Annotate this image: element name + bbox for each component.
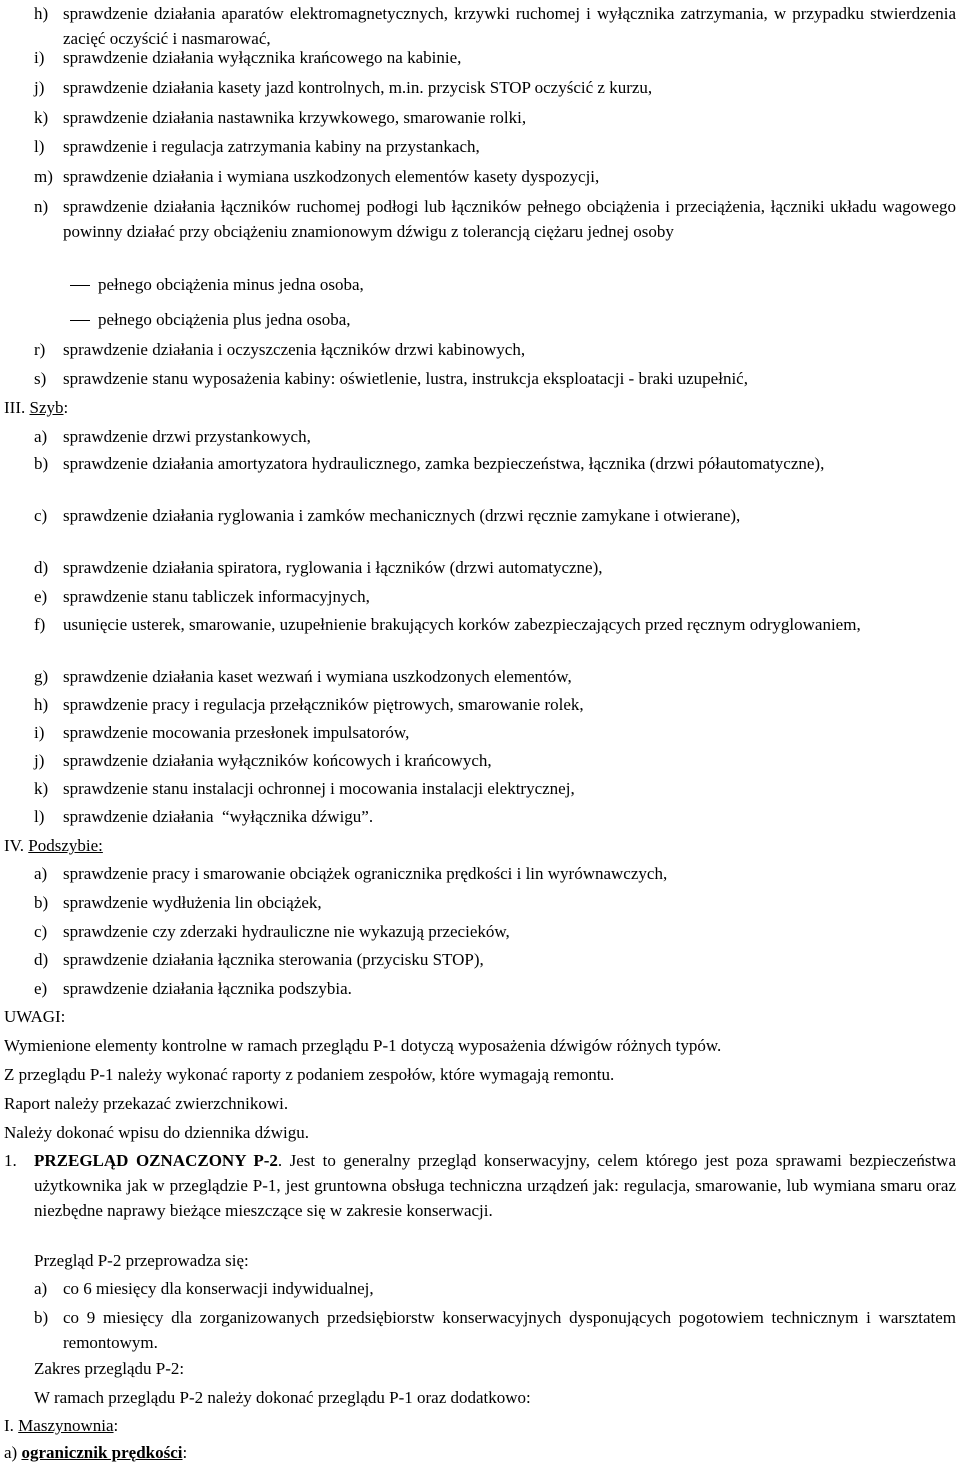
item-text: co 9 miesięcy dla zorganizowanych przedsiębiorstw konserwacyjnych dysponujących pogotowiem technicznym i warsztatem remontowym. <box>63 1308 956 1352</box>
section-heading-maszynownia <box>4 1413 954 1438</box>
section-suffix: : <box>63 398 69 417</box>
item-label: h) <box>34 695 49 714</box>
item-label: e) <box>34 587 48 606</box>
list-item <box>34 366 956 391</box>
item-text: co 6 miesięcy dla konserwacji indywidualnej, <box>63 1279 374 1298</box>
paragraph-body: . Jest to generalny przegląd konserwacyjny, celem którego jest poza sprawami bezpieczeństwa użytkownika jak w przeglądzie P-1, jest gruntowna obsługa techniczna urządzeń jak: regulacja, smarowanie, lub wymiana smaru oraz niezbędne naprawy bieżące mieszczące się w zakresie konserwacji. <box>34 1151 956 1220</box>
list-item <box>34 337 956 362</box>
p2-intro: Przegląd P-2 przeprowadza się: <box>34 1251 249 1270</box>
item-text: sprawdzenie i regulacja zatrzymania kabiny na przystankach, <box>63 137 480 156</box>
dash-mark <box>70 320 90 321</box>
item-label: e) <box>34 979 48 998</box>
item-label: f) <box>34 615 46 634</box>
item-label: a) <box>4 1443 18 1462</box>
item-text: sprawdzenie działania i wymiana uszkodzonych elementów kasety dyspozycji, <box>63 167 600 186</box>
item-label: b) <box>34 1308 49 1327</box>
list-item <box>34 75 956 100</box>
sub-heading <box>4 1440 954 1465</box>
note-line: Raport należy przekazać zwierzchnikowi. <box>4 1094 289 1113</box>
item-label: d) <box>34 950 49 969</box>
item-label: j) <box>34 78 45 97</box>
scope-text: W ramach przeglądu P-2 należy dokonać przeglądu P-1 oraz dodatkowo: <box>34 1388 531 1407</box>
list-item <box>34 555 956 580</box>
numbered-paragraph <box>4 1148 956 1223</box>
list-item <box>34 105 956 130</box>
item-label: l) <box>34 137 45 156</box>
list-item <box>34 194 956 244</box>
section-numeral: III. <box>4 398 26 417</box>
item-text: sprawdzenie pracy i smarowanie obciążek ogranicznika prędkości i lin wyrównawczych, <box>63 864 668 883</box>
item-label: d) <box>34 558 49 577</box>
item-label: n) <box>34 197 49 216</box>
section-heading-szyb <box>4 395 954 420</box>
item-text: sprawdzenie działania łącznika podszybia. <box>63 979 352 998</box>
item-label: g) <box>34 667 49 686</box>
item-text: sprawdzenie drzwi przystankowych, <box>63 427 311 446</box>
item-text: sprawdzenie stanu instalacji ochronnej i mocowania instalacji elektrycznej, <box>63 779 575 798</box>
notes-heading: UWAGI: <box>4 1007 66 1026</box>
section-suffix: : <box>113 1416 119 1435</box>
item-label: l) <box>34 807 45 826</box>
note-line: Wymienione elementy kontrolne w ramach przeglądu P-1 dotyczą wyposażenia dźwigów różnych typów. <box>4 1036 722 1055</box>
item-text: sprawdzenie pracy i regulacja przełączników piętrowych, smarowanie rolek, <box>63 695 584 714</box>
item-label: s) <box>34 369 47 388</box>
list-item <box>34 1305 956 1355</box>
dash-item <box>70 307 920 332</box>
list-item <box>34 919 956 944</box>
item-text: sprawdzenie mocowania przesłonek impulsatorów, <box>63 723 410 742</box>
list-item <box>34 776 956 801</box>
item-text: sprawdzenie działania łączników ruchomej podłogi lub łączników pełnego obciążenia i przeciążenia, łączniki układu wagowego powinny działać przy obciążeniu znamionowym dźwigu z tolerancją ciężaru jednej osoby <box>63 197 956 241</box>
section-numeral: IV. <box>4 836 24 855</box>
list-item <box>34 612 956 637</box>
paragraph-text <box>34 1148 956 1223</box>
note-line: Z przeglądu P-1 należy wykonać raporty z podaniem zespołów, które wymagają remontu. <box>4 1065 615 1084</box>
list-item <box>34 1 956 51</box>
list-item <box>34 45 956 70</box>
sub-heading-title: ogranicznik prędkości <box>21 1443 183 1462</box>
sub-heading-suffix: : <box>182 1443 188 1462</box>
item-text: sprawdzenie działania spiratora, ryglowania i łączników (drzwi automatyczne), <box>63 558 603 577</box>
section-numeral: I. <box>4 1416 14 1435</box>
list-item <box>34 424 956 449</box>
note-line: Należy dokonać wpisu do dziennika dźwigu. <box>4 1123 309 1142</box>
paragraph-number: 1. <box>4 1151 17 1170</box>
item-label: i) <box>34 48 45 67</box>
item-text: sprawdzenie działania amortyzatora hydraulicznego, zamka bezpieczeństwa, łącznika (drzwi półautomatyczne), <box>63 454 825 473</box>
item-label: k) <box>34 779 49 798</box>
dash-mark <box>70 285 90 286</box>
item-text: sprawdzenie stanu tabliczek informacyjnych, <box>63 587 370 606</box>
list-item <box>34 748 956 773</box>
item-text: sprawdzenie działania wyłącznika krańcowego na kabinie, <box>63 48 462 67</box>
item-text: sprawdzenie działania nastawnika krzywkowego, smarowanie rolki, <box>63 108 527 127</box>
dash-item <box>70 272 920 297</box>
item-label: j) <box>34 751 45 770</box>
item-label: a) <box>34 1279 48 1298</box>
section-title: Szyb <box>29 398 64 417</box>
list-item <box>34 890 956 915</box>
section-heading-podszybie <box>4 833 954 858</box>
item-label: b) <box>34 893 49 912</box>
item-text: sprawdzenie wydłużenia lin obciążek, <box>63 893 322 912</box>
item-text: sprawdzenie działania wyłączników końcowych i krańcowych, <box>63 751 492 770</box>
dash-text: pełnego obciążenia minus jedna osoba, <box>98 275 364 294</box>
list-item <box>34 664 956 689</box>
section-title: Podszybie: <box>28 836 103 855</box>
item-label: h) <box>34 4 49 23</box>
item-label: a) <box>34 864 48 883</box>
item-text: sprawdzenie działania łącznika sterowania (przycisku STOP), <box>63 950 484 969</box>
item-text: usunięcie usterek, smarowanie, uzupełnienie brakujących korków zabezpieczających przed ręcznym odryglowaniem, <box>63 615 861 634</box>
item-text: sprawdzenie działania i oczyszczenia łączników drzwi kabinowych, <box>63 340 526 359</box>
list-item <box>34 503 956 528</box>
list-item <box>34 720 956 745</box>
item-label: m) <box>34 167 53 186</box>
item-label: i) <box>34 723 45 742</box>
list-item <box>34 804 956 829</box>
paragraph-heading: PRZEGLĄD OZNACZONY P-2 <box>34 1151 278 1170</box>
item-label: c) <box>34 506 48 525</box>
item-text: sprawdzenie działania “wyłącznika dźwigu”. <box>63 807 374 826</box>
item-text: sprawdzenie stanu wyposażenia kabiny: oświetlenie, lustra, instrukcja eksploatacji - braki uzupełnić, <box>63 369 748 388</box>
list-item <box>34 164 956 189</box>
list-item <box>34 451 956 476</box>
list-item <box>34 1276 956 1301</box>
item-text: sprawdzenie czy zderzaki hydrauliczne nie wykazują przecieków, <box>63 922 510 941</box>
item-label: b) <box>34 454 49 473</box>
list-item <box>34 584 956 609</box>
item-label: a) <box>34 427 48 446</box>
item-text: sprawdzenie działania aparatów elektromagnetycznych, krzywki ruchomej i wyłącznika zatrzymania, w przypadku stwierdzenia zacięć oczyścić i nasmarować, <box>63 4 956 48</box>
item-text: sprawdzenie działania ryglowania i zamków mechanicznych (drzwi ręcznie zamykane i otwierane), <box>63 506 741 525</box>
scope-title: Zakres przeglądu P-2: <box>34 1359 185 1378</box>
item-label: c) <box>34 922 48 941</box>
item-text: sprawdzenie działania kaset wezwań i wymiana uszkodzonych elementów, <box>63 667 572 686</box>
list-item <box>34 947 956 972</box>
item-label: r) <box>34 340 46 359</box>
section-title: Maszynownia <box>18 1416 114 1435</box>
list-item <box>34 134 956 159</box>
list-item <box>34 976 956 1001</box>
list-item <box>34 692 956 717</box>
list-item <box>34 861 956 886</box>
item-text: sprawdzenie działania kasety jazd kontrolnych, m.in. przycisk STOP oczyścić z kurzu, <box>63 78 653 97</box>
item-label: k) <box>34 108 49 127</box>
dash-text: pełnego obciążenia plus jedna osoba, <box>98 310 351 329</box>
